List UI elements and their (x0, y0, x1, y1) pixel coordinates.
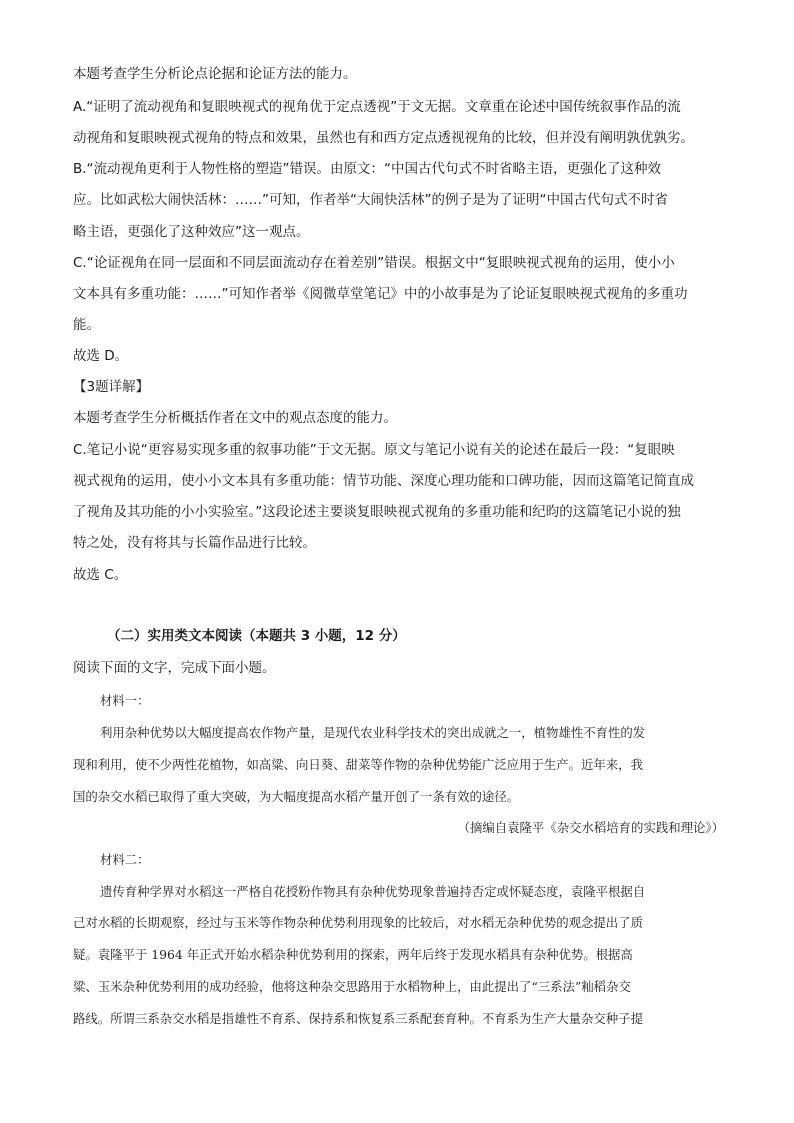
paragraph-line: 本题考查学生分析论点论据和论证方法的能力。 (73, 66, 357, 82)
material-line: 己对水稻的长期观察，经过与玉米等作物杂种优势利用现象的比较后，对水稻无杂种优势的观念提出了质 (73, 915, 643, 930)
answer-line: 故选 C。 (73, 567, 128, 583)
paragraph-line: 文本具有多重功能：……”可知作者举《阅微草堂笔记》中的小故事是为了论证复眼映视式视角的多重功 (73, 286, 688, 302)
material-line: 利用杂种优势以大幅度提高农作物产量，是现代农业科学技术的突出成就之一，植物雄性不育性的发 (100, 725, 646, 740)
paragraph-line: C.笔记小说“更容易实现多重的叙事功能”于文无据。原文与笔记小说有关的论述在最后一段：“复眼映 (73, 442, 675, 458)
material-line: 国的杂交水稻已取得了重大突破，为大幅度提高水稻产量开创了一条有效的途径。 (73, 789, 520, 804)
paragraph-line: A.“证明了流动视角和复眼映视式的视角优于定点透视”于文无据。文章重在论述中国传统叙事作品的流 (73, 99, 681, 115)
paragraph-line: 视式视角的运用，使小小文本具有多重功能：情节功能、深度心理功能和口碑功能，因而这篇笔记简直成 (73, 473, 694, 489)
section-heading: 【3题详解】 (73, 379, 150, 395)
instruction-line: 阅读下面的文字，完成下面小题。 (73, 660, 276, 676)
paragraph-line: 动视角和复眼映视式视角的特点和效果，虽然也有和西方定点透视视角的比较，但并没有阐明孰优孰劣。 (73, 130, 694, 146)
paragraph-line: 应。比如武松大闹快活林：……”可知，作者举“大闹快活林”的例子是为了证明“中国古代句式不时省 (73, 192, 668, 208)
material-line: 现和利用，使不少两性花植物，如高粱、向日葵、甜菜等作物的杂种优势能广泛应用于生产。近年来，我 (73, 757, 643, 772)
answer-line: 故选 D。 (73, 348, 129, 364)
paragraph-line: 略主语，更强化了这种效应”这一观点。 (73, 224, 310, 240)
paragraph-line: 了视角及其功能的小小实验室。”这段论述主要谈复眼映视式视角的多重功能和纪昀的这篇笔记小说的独 (73, 504, 681, 520)
material-label: 材料一： (100, 693, 150, 708)
paragraph-line: 能。 (73, 317, 100, 333)
paragraph-line: C.“论证视角在同一层面和不同层面流动存在着差别”错误。根据文中“复眼映视式视角的运用，使小小 (73, 255, 675, 271)
source-citation: （摘编自袁隆平《杂交水稻培育的实践和理论》） (457, 820, 724, 835)
paragraph-line: B.“流动视角更利于人物性格的塑造”错误。由原文：“中国古代句式不时省略主语，更强化了这种效 (73, 161, 662, 177)
material-line: 粱、玉米杂种优势利用的成功经验，他将这种杂交思路用于水稻物种上，由此提出了“三系法”籼稻杂交 (73, 979, 631, 994)
material-line: 疑。袁隆平于 1964 年正式开始水稻杂种优势利用的探索，两年后终于发现水稻具有杂种优势。根据高 (73, 947, 633, 962)
paragraph-line: 特之处，没有将其与长篇作品进行比较。 (73, 535, 316, 551)
material-line: 遗传育种学界对水稻这一严格自花授粉作物具有杂种优势现象普遍持否定或怀疑态度，袁隆平根据自 (100, 884, 646, 899)
paragraph-line: 本题考查学生分析概括作者在文中的观点态度的能力。 (73, 410, 397, 426)
material-label: 材料二： (100, 852, 150, 867)
section-title: （二）实用类文本阅读（本题共 3 小题，12 分） (107, 628, 406, 644)
material-line: 路线。所谓三系杂交水稻是指雄性不育系、保持系和恢复系三系配套育种。不育系为生产大量杂交种子提 (73, 1011, 643, 1026)
